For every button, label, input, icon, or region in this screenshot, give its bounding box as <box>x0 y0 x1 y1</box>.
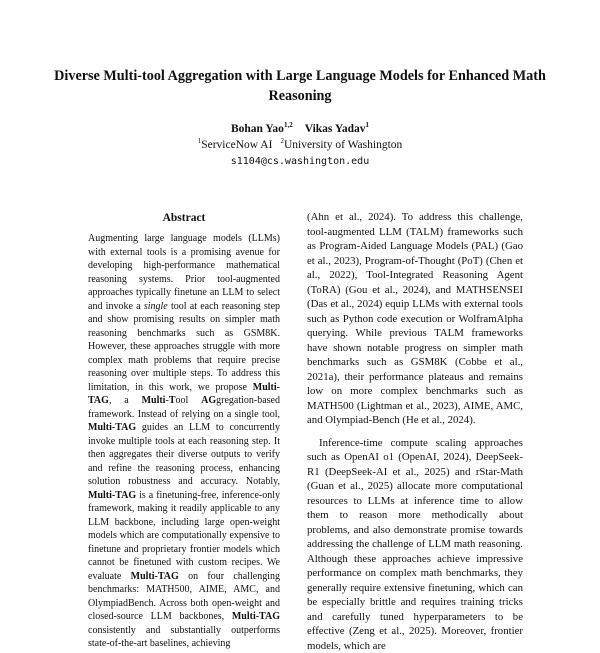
affil-marker: 2 <box>280 137 284 145</box>
paper-title: Diverse Multi-tool Aggregation with Large Language Models for Enhanced Math Reasoning <box>40 66 560 106</box>
author-name: Vikas Yadav <box>305 123 366 135</box>
author-list <box>0 121 600 137</box>
body-paragraph: (Ahn et al., 2024). To address this challenge, tool-augmented LLM (TALM) frameworks such as Program-Aided Language Models (PAL) (Gao et al., 2023), Program-of-Thought (PoT) (Chen et al., 2022), Tool-Integrated Reasoning Agent (ToRA) (Gou et al., 2024), and MATHSENSEI (Das et al., 2024) equip LLMs with external tools such as Python code execution or WolframAlpha querying. While previous TALM frameworks have shown notable progress on simpler math benchmarks such as GSM8K (Cobbe et al., 2021a), their performance plateaus and remains low on more complex benchmarks such as MATH500 (Lightman et al., 2023), AIME, AMC, and Olympiad-Bench (He et al., 2024). <box>307 210 523 428</box>
affiliation-list <box>0 137 600 153</box>
affiliation: ServiceNow AI <box>201 139 272 151</box>
abstract-body <box>88 232 280 651</box>
author-name: Bohan Yao <box>231 123 284 135</box>
body-paragraph: Inference-time compute scaling approaches such as OpenAI o1 (OpenAI, 2024), DeepSeek-R1 (DeepSeek-AI et al., 2025) and rStar-Math (Guan et al., 2025) allocate more computational resources to LLMs at inference time to allow them to reason more methodically about problems, and also demonstrate promise towards addressing the challenge of LLM math reasoning. Although these approaches achieve impressive performance on complex math benchmarks, they generally require extensive finetuning, which can be especially brittle and requires training tricks and carefully tuned hyperparameters to be effective (Zeng et al., 2025). Moreover, frontier models, which are <box>307 436 523 653</box>
author-affil-marker: 1,2 <box>284 121 293 129</box>
body-column <box>307 210 523 653</box>
abstract-heading: Abstract <box>88 210 280 226</box>
author-email: s1104@cs.washington.edu <box>0 154 600 169</box>
affiliation: University of Washington <box>284 139 402 151</box>
abstract-paragraph: Augmenting large language models (LLMs) with external tools is a promising avenue for developing high-performance mathematical reasoning systems. Prior tool-augmented approaches typically finetune an LLM to select and invoke a single tool at each reasoning step and show promising results on simpler math reasoning benchmarks such as GSM8K. However, these approaches struggle with more complex math problems that require precise reasoning over multiple steps. To address this limitation, in this work, we propose Multi-TAG, a Multi-Tool AGgregation-based framework. Instead of relying on a single tool, Multi-TAG guides an LLM to concurrently invoke multiple tools at each reasoning step. It then aggregates their diverse outputs to verify and refine the reasoning process, enhancing solution robustness and accuracy. Notably, Multi-TAG is a finetuning-free, inference-only framework, making it readily applicable to any LLM backbone, including large open-weight models which are computationally expensive to finetune and proprietary frontier models which cannot be finetuned with custom recipes. We evaluate Multi-TAG on four challenging benchmarks: MATH500, AIME, AMC, and OlympiadBench. Across both open-weight and closed-source LLM backbones, Multi-TAG consistently and substantially outperforms state-of-the-art baselines, achieving <box>88 232 280 651</box>
affil-marker: 1 <box>198 137 202 145</box>
author-affil-marker: 1 <box>366 121 370 129</box>
